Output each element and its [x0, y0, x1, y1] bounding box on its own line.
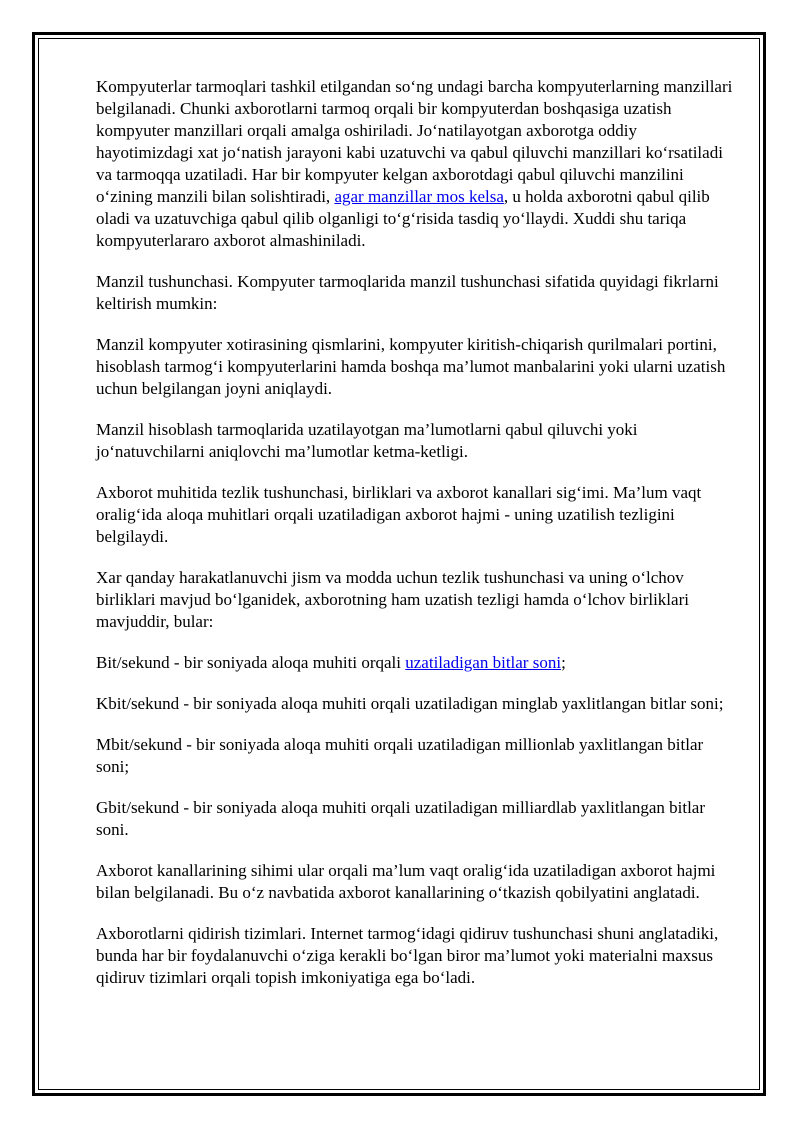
paragraph-address-concept: Manzil tushunchasi. Kompyuter tarmoqlarida manzil tushunchasi sifatida quyidagi fikrlarni keltirish mumkin: — [96, 272, 719, 313]
paragraph-speed-concept: Axborot muhitida tezlik tushunchasi, birliklari va axborot kanallari sig‘imi. Ma’lum vaqt oralig‘ida aloqa muhitlari orqali uzatiladigan axborot hajmi - uning uzatilish tezligini belgilaydi. — [96, 483, 702, 546]
paragraph-text: ; — [561, 653, 566, 672]
paragraph-gbit-per-second: Gbit/sekund - bir soniyada aloqa muhiti orqali uzatiladigan milliardlab yaxlitlangan bitlar soni. — [96, 798, 706, 839]
paragraph-search-systems: Axborotlarni qidirish tizimlari. Internet tarmog‘idagi qidiruv tushunchasi shuni anglatadiki, bunda har bir foydalanuvchi o‘ziga kerakli bo‘lgan biror ma’lumot yoki materialni maxsus qidiruv tizimlari orqali topish imkoniyatiga ega bo‘ladi. — [96, 924, 719, 987]
paragraph-addressing-intro — [96, 76, 736, 252]
link-agar-manzillar-mos-kelsa[interactable]: agar manzillar mos kelsa — [334, 187, 504, 206]
paragraph-speed-units: Xar qanday harakatlanuvchi jism va modda uchun tezlik tushunchasi va uning o‘lchov birliklari mavjud bo‘lganidek, axborotning ham uzatish tezligi hamda o‘lchov birliklari mavjuddir, bular: — [96, 568, 689, 631]
paragraph-bit-per-second — [96, 652, 736, 674]
paragraph-text: Bit/sekund - bir soniyada aloqa muhiti orqali — [96, 653, 406, 672]
paragraph-kbit-per-second: Kbit/sekund - bir soniyada aloqa muhiti orqali uzatiladigan minglab yaxlitlangan bitlar soni; — [96, 694, 724, 713]
paragraph-address-definition-2: Manzil hisoblash tarmoqlarida uzatilayotgan ma’lumotlarni qabul qiluvchi yoki jo‘natuvchilarni aniqlovchi ma’lumotlar ketma-ketligi. — [96, 420, 638, 461]
paragraph-channel-capacity: Axborot kanallarining sihimi ular orqali ma’lum vaqt oralig‘ida uzatiladigan axborot hajmi bilan belgilanadi. Bu o‘z navbatida axborot kanallarining o‘tkazish qobilyatini anglatadi. — [96, 861, 716, 902]
document-body — [96, 76, 736, 1008]
paragraph-mbit-per-second: Mbit/sekund - bir soniyada aloqa muhiti orqali uzatiladigan millionlab yaxlitlangan bitlar soni; — [96, 735, 704, 776]
paragraph-address-definition-1: Manzil kompyuter xotirasining qismlarini, kompyuter kiritish-chiqarish qurilmalari portini, hisoblash tarmog‘i kompyuterlarini hamda boshqa ma’lumot manbalarini yoki ularni uzatish uchun belgilangan joyni aniqlaydi. — [96, 335, 726, 398]
paragraph-text: , u holda axborotni qabul qilib oladi va uzatuvchiga qabul qilib olganligi to‘g‘risida tasdiq yo‘llaydi. Xuddi shu tariqa kompyuterlararo axborot almashiniladi. — [96, 187, 710, 250]
paragraph-text: Kompyuterlar tarmoqlari tashkil etilgandan so‘ng undagi barcha kompyuterlarning manzillari belgilanadi. Chunki axborotlarni tarmoq orqali bir kompyuterdan boshqasiga uzatish kompyuter manzillari orqali amalga oshiriladi. Jo‘natilayotgan axborotga oddiy hayotimizdagi xat jo‘natish jarayoni kabi uzatuvchi va qabul qiluvchi manzillari ko‘rsatiladi va tarmoqqa uzatiladi. Har bir kompyuter kelgan axborotdagi qabul qiluvchi manzilini o‘zining manzili bilan solishtiradi, — [96, 77, 733, 206]
link-uzatiladigan-bitlar-soni[interactable]: uzatiladigan bitlar soni — [405, 653, 562, 672]
